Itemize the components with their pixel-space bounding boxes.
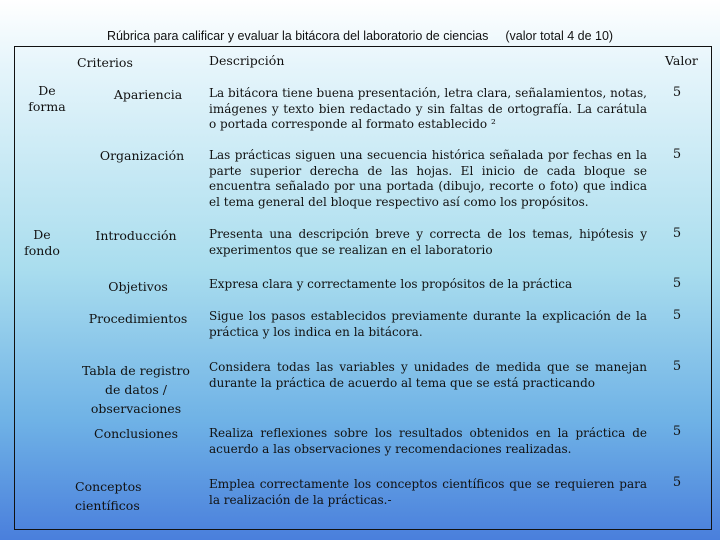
- description-conceptos: Emplea correctamente los conceptos científicos que se requieren para la realización de la prácticas.-: [209, 477, 647, 507]
- description-introduccion: Presenta una descripción breve y correcta de los temas, hipótesis y experimentos que se realizan en el laboratorio: [209, 227, 647, 257]
- aspect-form-line1: De: [38, 83, 56, 98]
- criterion-tabla-registro: Tabla de registro de datos / observaciones: [82, 363, 190, 416]
- value-conceptos: 5: [672, 475, 682, 490]
- header-criteria: Criterios: [77, 55, 133, 70]
- rubric-table: [14, 46, 712, 530]
- aspect-form-line2: forma: [28, 98, 66, 114]
- description-procedimientos: Sigue los pasos establecidos previamente durante la explicación de la práctica y los indica en la bitácora.: [209, 309, 647, 339]
- aspect-form: [17, 83, 77, 114]
- criterion-introduccion: Introducción: [95, 228, 177, 243]
- criterion-conceptos: Conceptos científicos: [75, 479, 142, 513]
- description-organizacion: Las prácticas siguen una secuencia histórica señalada por fechas en la parte superior derecha de las hojas. El inicio de cada bloque se encuentra señalado por una portada (dibujo, recorte o foto) que indica el tema general del bloque respectivo así como los propósitos.: [209, 148, 647, 209]
- value-procedimientos: 5: [672, 308, 682, 323]
- description-conclusiones: Realiza reflexiones sobre los resultados obtenidos en la práctica de acuerdo a las observaciones y recomendaciones realizadas.: [209, 426, 647, 456]
- criterion-procedimientos: Procedimientos: [88, 311, 188, 326]
- value-objetivos: 5: [672, 276, 682, 291]
- criterion-objetivos: Objetivos: [108, 279, 168, 294]
- description-objetivos: Expresa clara y correctamente los propósitos de la práctica: [209, 277, 573, 291]
- value-introduccion: 5: [672, 226, 682, 241]
- criterion-conclusiones: Conclusiones: [94, 426, 178, 441]
- value-conclusiones: 5: [672, 424, 682, 439]
- page-title: [0, 29, 720, 43]
- header-value: Valor: [665, 53, 698, 68]
- value-apariencia: 5: [672, 85, 682, 100]
- value-tabla-registro: 5: [672, 359, 682, 374]
- aspect-content: [12, 227, 72, 258]
- criterion-apariencia: Apariencia: [113, 87, 183, 102]
- title-main: Rúbrica para calificar y evaluar la bitácora del laboratorio de ciencias: [106, 29, 489, 43]
- description-tabla-registro: Considera todas las variables y unidades de medida que se manejan durante la práctica de acuerdo al tema que se está practicando: [209, 360, 647, 390]
- criterion-organizacion: Organización: [99, 148, 185, 163]
- aspect-content-line1: De: [33, 227, 51, 242]
- header-description: Descripción: [209, 53, 285, 68]
- value-organizacion: 5: [672, 147, 682, 162]
- title-total: (valor total 4 de 10): [505, 29, 614, 43]
- description-apariencia: La bitácora tiene buena presentación, letra clara, señalamientos, notas, imágenes y texto bien redactado y sin faltas de ortografía. La carátula o portada corresponde al formato establecido ²: [209, 86, 647, 131]
- aspect-content-line2: fondo: [24, 242, 60, 258]
